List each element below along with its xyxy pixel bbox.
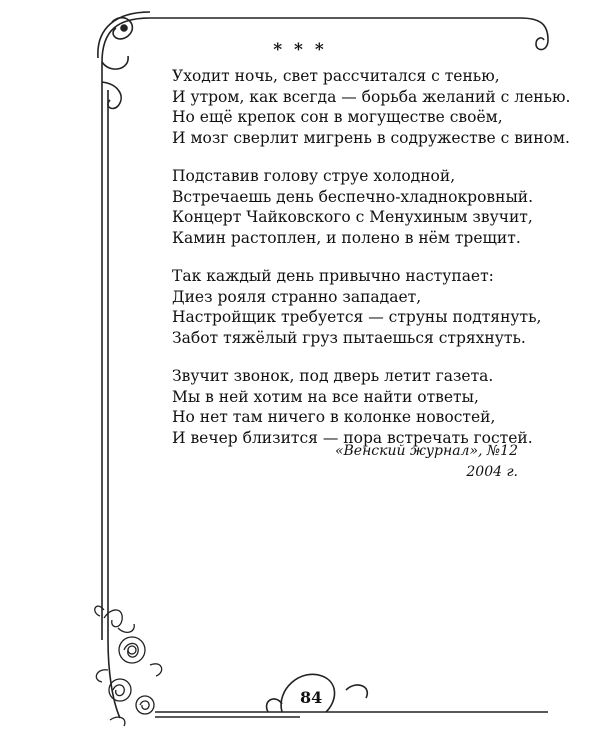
source-year: 2004 г. [466, 464, 518, 480]
poem-body [172, 66, 571, 466]
poem-line: Настройщик требуется — струны подтянуть, [172, 308, 542, 326]
poem-line: Камин растоплен, и полено в нём трещит. [172, 228, 521, 247]
poem-line: Забот тяжёлый груз пытаешься стряхнуть. [172, 328, 526, 347]
poem-line: И утром, как всегда — борьба желаний с ленью. [172, 87, 571, 106]
poem-line: И мозг сверлит мигрень в содружестве с вином. [172, 128, 570, 147]
stanza [172, 266, 552, 348]
stars-ornament-heading: * * * [273, 40, 327, 60]
poem-line: Но нет там ничего в колонке новостей, [172, 408, 496, 426]
poem-line: Звучит звонок, под дверь летит газета. [172, 367, 494, 385]
poem-line: И вечер близится — пора встречать гостей. [172, 428, 533, 447]
poem-line: Концерт Чайковского с Менухиным звучит, [172, 208, 533, 226]
stanza [172, 66, 571, 148]
stanza [172, 366, 552, 448]
poem-line: Встречаешь день беспечно-хладнокровный. [172, 187, 534, 206]
source-attribution [335, 441, 518, 483]
source-publication: «Венский журнал», №12 [334, 443, 518, 459]
bottom-border [155, 712, 548, 717]
poem-line: Подставив голову струе холодной, [172, 167, 456, 185]
stanza [172, 166, 552, 248]
page-number: 84 [300, 688, 323, 707]
floral-roses-bottom-left [95, 606, 162, 726]
poem-line: Диез рояля странно западает, [172, 287, 422, 306]
poem-line: Мы в ней хотим на все найти ответы, [172, 387, 479, 406]
left-border [102, 62, 121, 718]
poem-line: Но ещё крепок сон в могуществе своём, [172, 108, 503, 126]
poem-line: Уходит ночь, свет рассчитался с тенью, [172, 67, 500, 85]
poem-line: Так каждый день привычно наступает: [172, 267, 494, 285]
